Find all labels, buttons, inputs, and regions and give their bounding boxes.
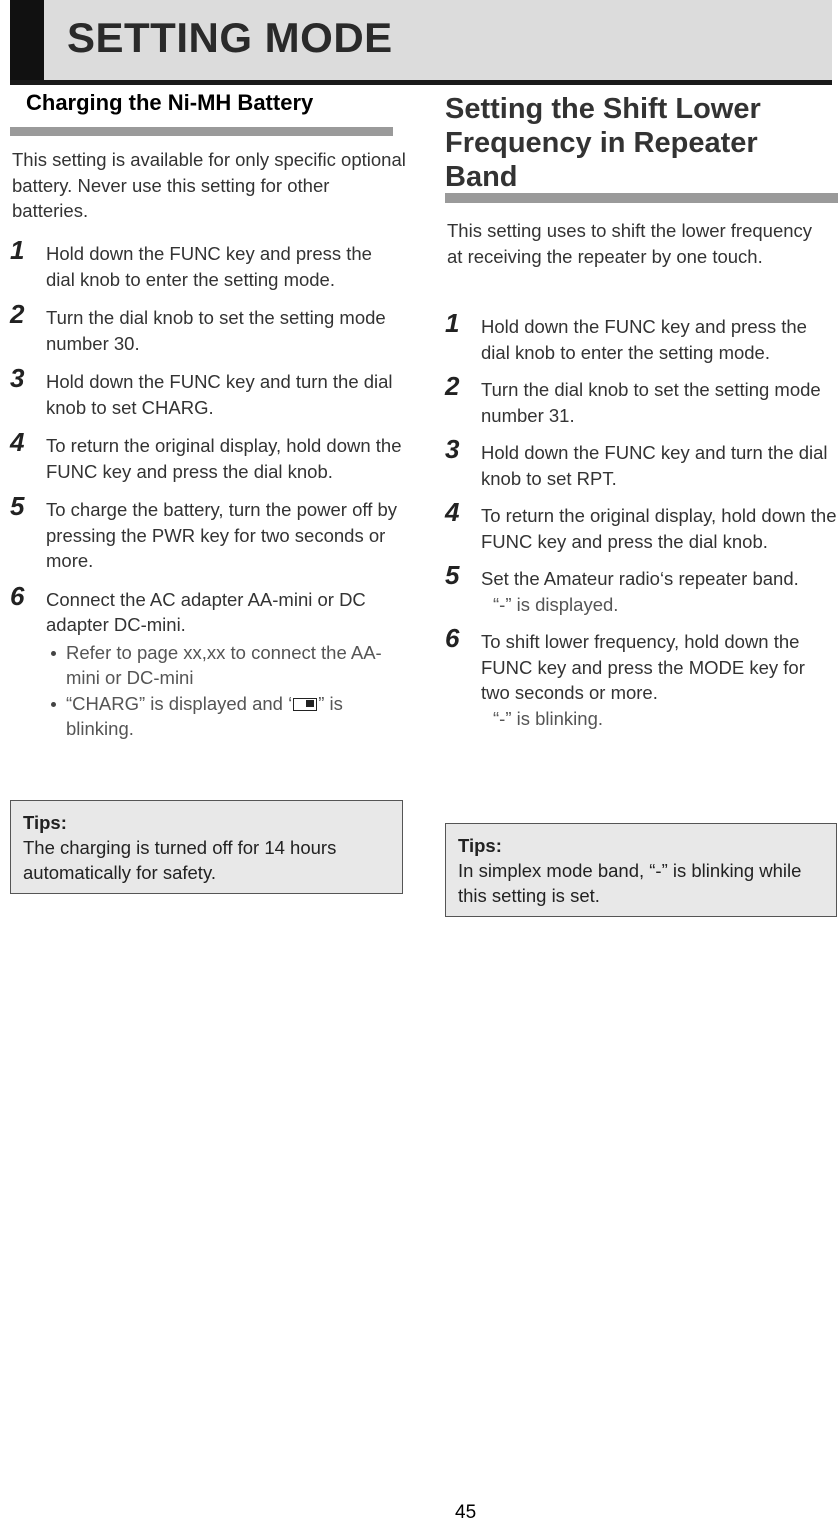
step-text: To shift lower frequency, hold down the FUNC key and press the MODE key for two seconds or more. xyxy=(481,631,805,703)
step-number: 4 xyxy=(10,427,25,457)
step-list xyxy=(445,308,838,731)
section-intro: This setting is available for only specific optional battery. Never use this setting for other batteries. xyxy=(12,149,406,221)
tips-text: In simplex mode band, “-” is blinking while this setting is set. xyxy=(458,860,802,906)
step-item xyxy=(10,427,403,484)
step-number: 1 xyxy=(445,308,460,338)
step-text: Hold down the FUNC key and turn the dial knob to set CHARG. xyxy=(46,371,393,418)
banner-accent-bar xyxy=(10,0,44,80)
step-text: To return the original display, hold down the FUNC key and press the dial knob. xyxy=(481,505,837,552)
step-number: 2 xyxy=(445,371,460,401)
step-item xyxy=(445,623,838,731)
tips-box xyxy=(445,823,837,917)
section-rule xyxy=(445,193,838,203)
bullet-text-post: ” is blinking. xyxy=(66,692,343,739)
step-text: Turn the dial knob to set the setting mode number 31. xyxy=(481,379,821,426)
step-number: 3 xyxy=(10,363,25,393)
step-text: Hold down the FUNC key and press the dial knob to enter the setting mode. xyxy=(46,243,372,290)
step-number: 6 xyxy=(10,580,25,611)
step-list xyxy=(10,235,403,742)
step-number: 6 xyxy=(445,623,460,653)
bullet-text-pre: “CHARG” is displayed and ‘ xyxy=(66,692,293,714)
section-intro: This setting uses to shift the lower frequency at receiving the repeater by one touch. xyxy=(447,220,813,267)
step-text: Set the Amateur radio‘s repeater band. xyxy=(481,568,799,589)
tips-title: Tips: xyxy=(23,812,67,833)
step-text: To return the original display, hold down the FUNC key and press the dial knob. xyxy=(46,435,402,482)
step-item xyxy=(445,371,838,428)
bullet-list xyxy=(46,640,403,742)
step-text: Hold down the FUNC key and press the dial knob to enter the setting mode. xyxy=(481,316,807,363)
step-number: 4 xyxy=(445,497,460,527)
battery-icon xyxy=(293,698,317,711)
step-text: Connect the AC adapter AA-mini or DC adapter DC-mini. xyxy=(46,588,366,635)
step-number: 3 xyxy=(445,434,460,464)
step-number: 1 xyxy=(10,235,25,265)
section-title-shift-lower: Setting the Shift Lower Frequency in Repeater Band xyxy=(445,93,761,193)
step-item xyxy=(10,491,403,574)
step-number: 5 xyxy=(10,491,25,521)
step-text: Turn the dial knob to set the setting mode number 30. xyxy=(46,307,386,354)
step-text: Hold down the FUNC key and turn the dial knob to set RPT. xyxy=(481,442,828,489)
step-item xyxy=(10,363,403,420)
step-item xyxy=(445,560,838,617)
step-number: 5 xyxy=(445,560,460,590)
section-rule xyxy=(10,127,393,136)
tips-title: Tips: xyxy=(458,835,502,856)
step-item xyxy=(10,299,403,356)
bullet-item xyxy=(46,640,403,691)
step-text: To charge the battery, turn the power off by pressing the PWR key for two seconds or more. xyxy=(46,499,398,571)
section-title-charging: Charging the Ni-MH Battery xyxy=(26,90,314,115)
section-banner xyxy=(10,0,832,85)
step-item xyxy=(10,235,403,292)
step-item xyxy=(445,308,838,365)
step-number: 2 xyxy=(10,299,25,329)
step-item xyxy=(445,497,838,554)
step-note: “-” is blinking. xyxy=(493,707,603,729)
bullet-text: Refer to page xx,xx to connect the AA-mini or DC-mini xyxy=(66,641,382,688)
tips-box xyxy=(10,800,403,894)
page-title: SETTING MODE xyxy=(67,14,393,61)
step-item xyxy=(445,434,838,491)
step-item xyxy=(10,580,403,742)
page-number: 45 xyxy=(455,1502,477,1523)
bullet-item xyxy=(46,691,403,742)
tips-text: The charging is turned off for 14 hours automatically for safety. xyxy=(23,837,337,883)
step-note: “-” is displayed. xyxy=(493,593,619,615)
